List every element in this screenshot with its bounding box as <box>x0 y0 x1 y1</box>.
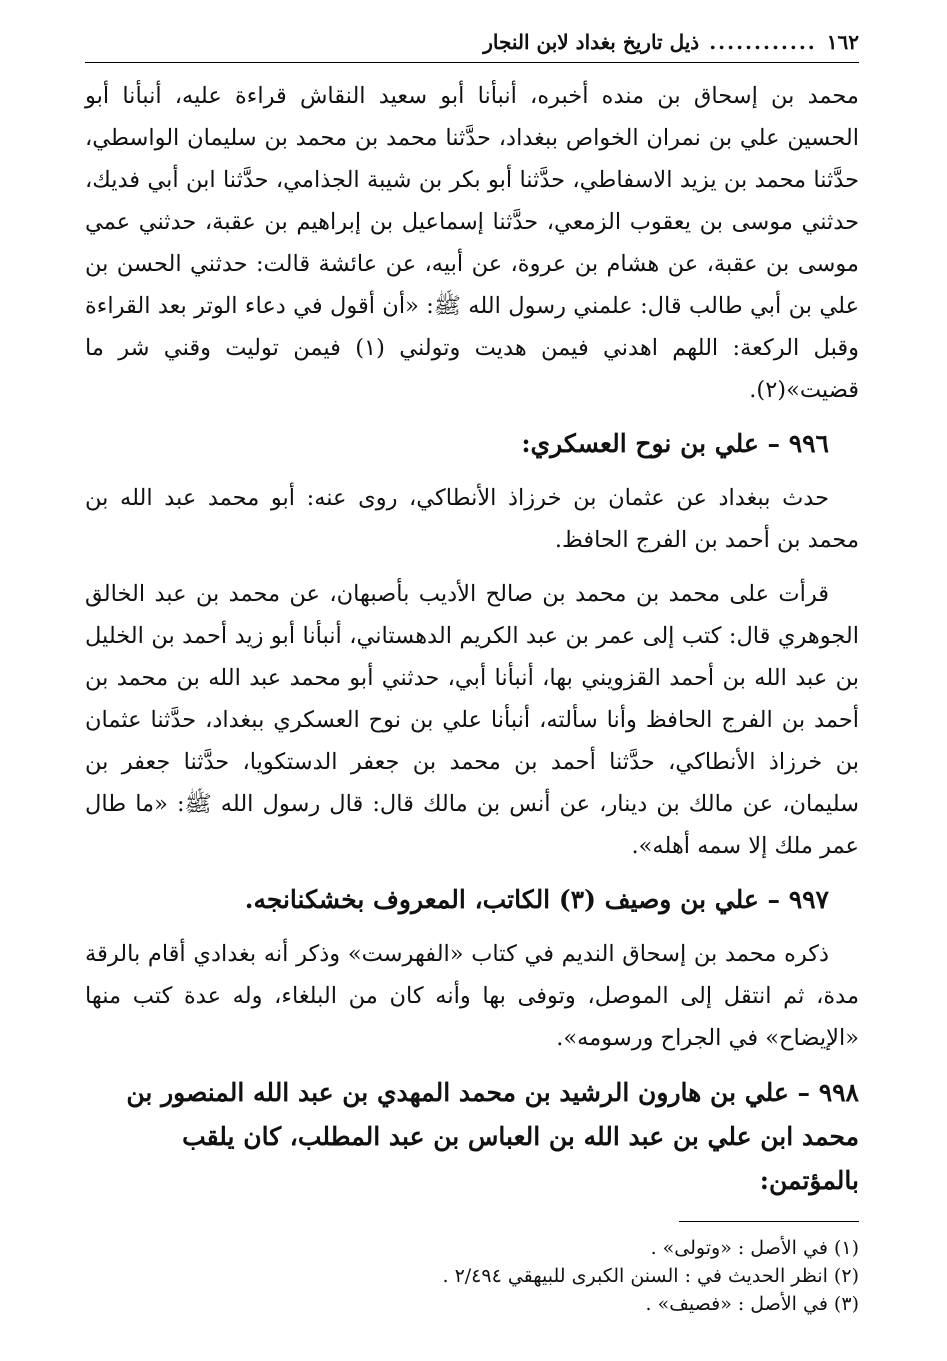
entry-998-title: ٩٩٨ – علي بن هارون الرشيد بن محمد المهدي بن عبد الله المنصور بن محمد ابن علي بن عبد الله بن العباس بن عبد المطلب، كان يلقب بالمؤتمن: <box>126 1078 859 1195</box>
entry-997-paragraph-1: ذكره محمد بن إسحاق النديم في كتاب «الفهرست» وذكر أنه بغدادي أقام بالرقة مدة، ثم انتقل إلى الموصل، وتوفى بها وأنه كان من البلغاء، وله عدة كتب منها «الإيضاح» في الجراح ورسومه». <box>85 941 859 1051</box>
page-number: ١٦٢ <box>826 30 859 54</box>
footnote-3: (٣) في الأصل : «فصيف» . <box>645 1293 859 1315</box>
book-page <box>85 30 859 1341</box>
entry-996-title: ٩٩٦ – علي بن نوح العسكري: <box>521 429 829 458</box>
paragraph-isnad-hadith: محمد بن إسحاق بن منده أخبره، أنبأنا أبو سعيد النقاش قراءة عليه، أنبأنا أبو الحسين علي بن نمران الخواص ببغداد، حدَّثنا محمد بن محمد بن سليمان الواسطي، حدَّثنا محمد بن يزيد الاسفاطي، حدَّثنا أبو بكر بن شيبة الجذامي، حدَّثنا ابن أبي فديك، حدثني موسى بن يعقوب الزمعي، حدَّثنا إسماعيل بن إبراهيم بن عقبة، حدثني عمي موسى بن عقبة، عن هشام بن عروة، عن أبيه، عن عائشة قالت: حدثني الحسن بن علي بن أبي طالب قال: علمني رسول الله ﷺ: «أن أقول في دعاء الوتر بعد القراءة وقبل الركعة: اللهم اهدني فيمن هديت وتولني (١) فيمن توليت وقني شر ما قضيت»(٢). <box>85 83 859 403</box>
entry-997-title: ٩٩٧ – علي بن وصيف (٣) الكاتب، المعروف بخشكنانجه. <box>244 885 829 914</box>
footnote-1: (١) في الأصل : «وتولى» . <box>650 1237 859 1259</box>
entry-996-paragraph-2: قرأت على محمد بن محمد بن صالح الأديب بأصبهان، عن محمد بن عبد الخالق الجوهري قال: كتب إلى عمر بن عبد الكريم الدهستاني، أنبأنا أبو زيد أحمد بن الخليل بن عبد الله بن أحمد القزويني بها، أنبأنا أبي، حدثني أبو محمد عبد الله بن محمد بن أحمد بن الفرج الحافظ وأنا سألته، أنبأنا علي بن نوح العسكري ببغداد، حدَّثنا عثمان بن خرزاذ الأنطاكي، حدَّثنا أحمد بن محمد بن جعفر الدستكويا، حدَّثنا جعفر بن سليمان، عن مالك بن دينار، عن أنس بن مالك قال: قال رسول الله ﷺ: «ما طال عمر ملك إلا سمه أهله». <box>85 581 859 859</box>
book-title: ذيل تاريخ بغداد لابن النجار <box>483 30 700 54</box>
header-dots: ............ <box>709 30 817 54</box>
footnotes <box>85 1234 859 1318</box>
running-header <box>85 30 859 63</box>
entry-996-paragraph-1: حدث ببغداد عن عثمان بن خرزاذ الأنطاكي، روى عنه: أبو محمد عبد الله بن محمد بن أحمد بن الفرج الحافظ. <box>85 485 859 553</box>
footnote-separator <box>679 1221 859 1222</box>
footnote-2: (٢) انظر الحديث في : السنن الكبرى للبيهقي ٢/٤٩٤ . <box>442 1265 859 1287</box>
